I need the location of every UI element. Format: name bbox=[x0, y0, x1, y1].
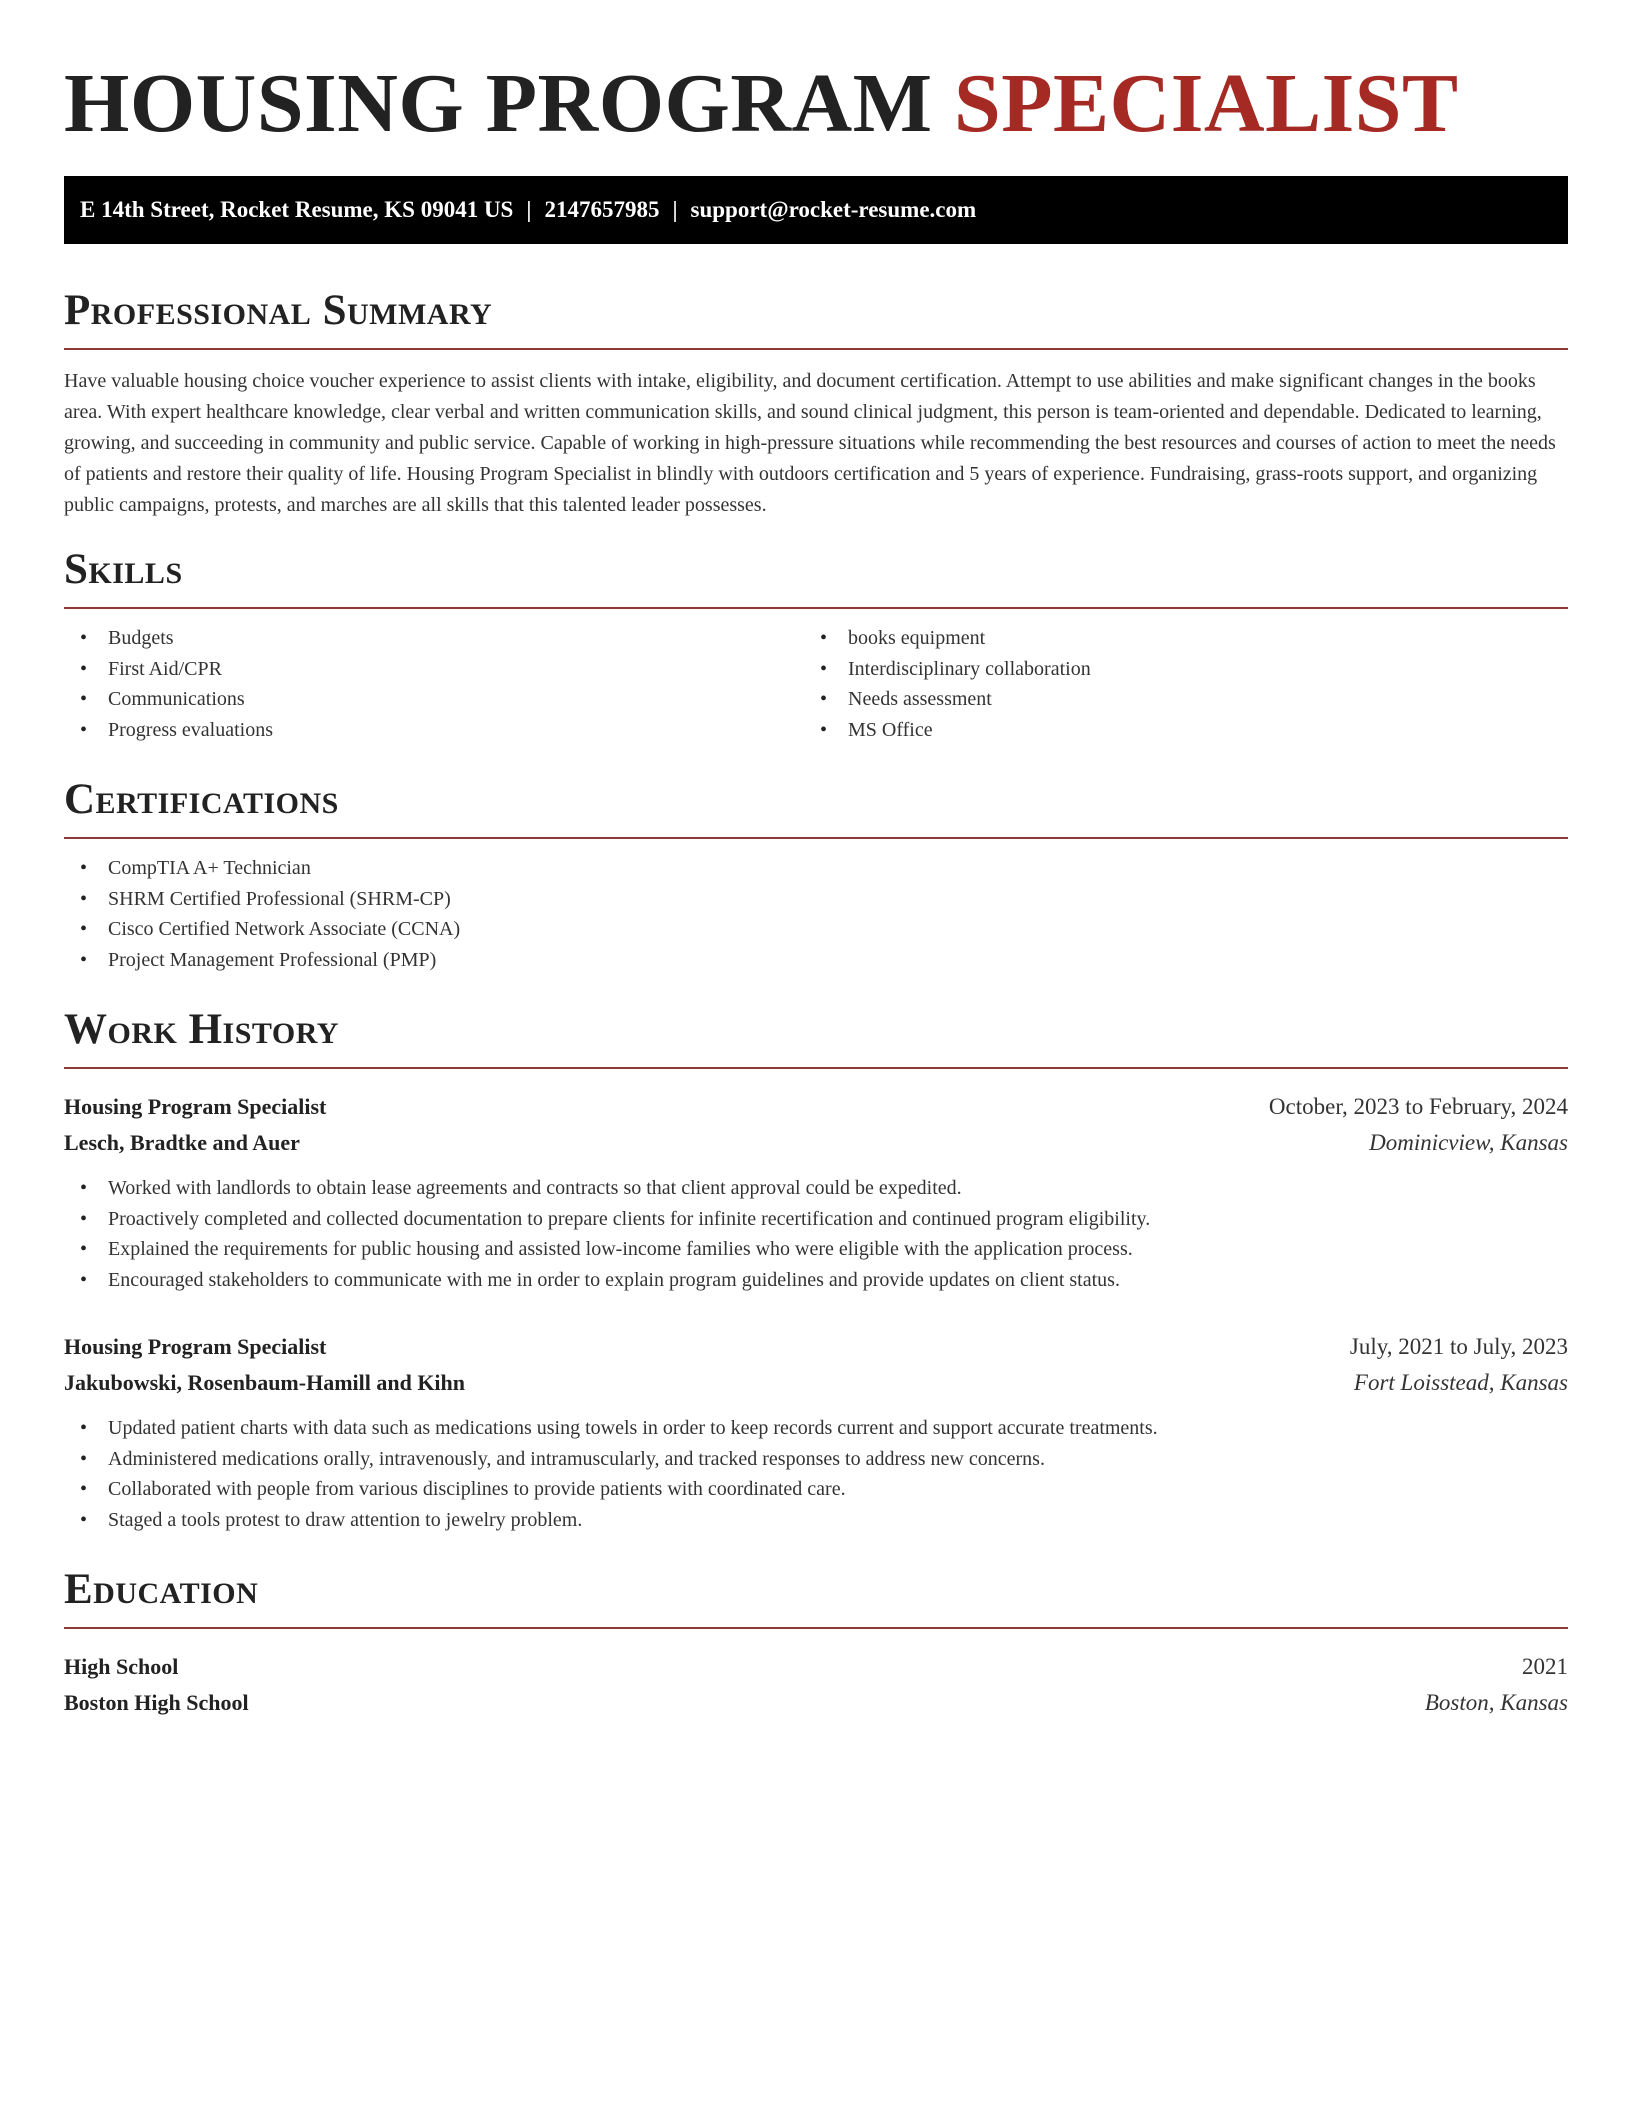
contact-bar bbox=[64, 176, 1568, 244]
contact-separator: | bbox=[526, 197, 532, 222]
job-bullets bbox=[64, 1173, 1568, 1295]
skill-item: • Interdisciplinary collaboration bbox=[804, 654, 1544, 685]
summary-section bbox=[64, 286, 1568, 521]
education-school: Boston High School bbox=[64, 1690, 249, 1715]
job-company-row bbox=[64, 1365, 1568, 1401]
certifications-section bbox=[64, 775, 1568, 975]
job-title: Housing Program Specialist bbox=[64, 1094, 327, 1119]
education-header-row bbox=[64, 1649, 1568, 1685]
job-header-row bbox=[64, 1329, 1568, 1365]
resume-page bbox=[64, 0, 1568, 1721]
job-title: Housing Program Specialist bbox=[64, 1334, 327, 1359]
job-bullet: • Explained the requirements for public housing and assisted low-income families who were eligible with the application process. bbox=[64, 1234, 1568, 1265]
job-bullets bbox=[64, 1413, 1568, 1535]
certification-item: • Cisco Certified Network Associate (CCNA) bbox=[64, 914, 1568, 945]
education-section bbox=[64, 1565, 1568, 1721]
job-bullet: • Collaborated with people from various disciplines to provide patients with coordinated care. bbox=[64, 1474, 1568, 1505]
education-heading: Education bbox=[64, 1566, 259, 1613]
skill-item: • First Aid/CPR bbox=[64, 654, 804, 685]
job-bullet: • Updated patient charts with data such as medications using towels in order to keep records current and support accurate treatments. bbox=[64, 1413, 1568, 1444]
section-divider bbox=[64, 348, 1568, 350]
contact-phone: 2147657985 bbox=[544, 197, 660, 222]
contact-separator: | bbox=[672, 197, 678, 222]
education-school-row bbox=[64, 1685, 1568, 1721]
job-location: Dominicview, Kansas bbox=[1369, 1130, 1568, 1155]
contact-address: E 14th Street, Rocket Resume, KS 09041 US bbox=[80, 197, 514, 222]
job-entry bbox=[64, 1089, 1568, 1295]
education-degree: High School bbox=[64, 1654, 179, 1679]
certification-item: • SHRM Certified Professional (SHRM-CP) bbox=[64, 884, 1568, 915]
job-bullet: • Administered medications orally, intravenously, and intramuscularly, and tracked responses to address new concerns. bbox=[64, 1444, 1568, 1475]
job-bullet: • Proactively completed and collected documentation to prepare clients for infinite recertification and continued program eligibility. bbox=[64, 1204, 1568, 1235]
job-bullet: • Worked with landlords to obtain lease agreements and contracts so that client approval could be expedited. bbox=[64, 1173, 1568, 1204]
resume-title bbox=[64, 0, 1568, 150]
skill-item: • Progress evaluations bbox=[64, 715, 804, 746]
certification-item: • Project Management Professional (PMP) bbox=[64, 945, 1568, 976]
education-entry bbox=[64, 1649, 1568, 1721]
job-bullet: • Encouraged stakeholders to communicate with me in order to explain program guidelines and provide updates on client status. bbox=[64, 1265, 1568, 1296]
job-dates: October, 2023 to February, 2024 bbox=[1268, 1094, 1568, 1119]
job-company: Jakubowski, Rosenbaum-Hamill and Kihn bbox=[64, 1370, 466, 1395]
skill-item: • Communications bbox=[64, 684, 804, 715]
job-location: Fort Loisstead, Kansas bbox=[1353, 1370, 1568, 1395]
job-entry bbox=[64, 1329, 1568, 1535]
skill-item: • Needs assessment bbox=[804, 684, 1544, 715]
education-year: 2021 bbox=[1522, 1654, 1568, 1679]
skill-item: • MS Office bbox=[804, 715, 1544, 746]
education-location: Boston, Kansas bbox=[1424, 1690, 1568, 1715]
skills-list-right bbox=[804, 623, 1544, 745]
skill-item: • books equipment bbox=[804, 623, 1544, 654]
contact-email[interactable]: support@rocket-resume.com bbox=[690, 197, 977, 222]
certification-item: • CompTIA A+ Technician bbox=[64, 853, 1568, 884]
section-divider bbox=[64, 837, 1568, 839]
job-company-row bbox=[64, 1125, 1568, 1161]
section-divider bbox=[64, 1067, 1568, 1069]
certifications-heading: Certifications bbox=[64, 776, 339, 823]
summary-text: Have valuable housing choice voucher experience to assist clients with intake, eligibility, and document certification. Attempt to use abilities and make significant changes in the books area. With expert healthcare knowledge, clear verbal and written communication skills, and sound clinical judgment, this person is team-oriented and dependable. Dedicated to learning, growing, and succeeding in community and public service. Capable of working in high-pressure situations while recommending the best resources and courses of action to meet the needs of patients and restore their quality of life. Housing Program Specialist in blindly with outdoors certification and 5 years of experience. Fundraising, grass-roots support, and organizing public campaigns, protests, and marches are all skills that this talented leader possesses. bbox=[64, 370, 1556, 516]
skills-list-left bbox=[64, 623, 804, 745]
job-dates: July, 2021 to July, 2023 bbox=[1349, 1334, 1568, 1359]
summary-heading: Professional Summary bbox=[64, 287, 493, 334]
skill-item: • Budgets bbox=[64, 623, 804, 654]
section-divider bbox=[64, 1627, 1568, 1629]
job-header-row bbox=[64, 1089, 1568, 1125]
certifications-list bbox=[64, 853, 1568, 975]
work-history-heading: Work History bbox=[64, 1006, 339, 1053]
job-company: Lesch, Bradtke and Auer bbox=[64, 1130, 300, 1155]
job-bullet: • Staged a tools protest to draw attention to jewelry problem. bbox=[64, 1505, 1568, 1536]
title-main: HOUSING PROGRAM bbox=[64, 57, 933, 150]
skills-heading: Skills bbox=[64, 546, 183, 593]
skills-grid bbox=[64, 609, 1568, 745]
title-accent: SPECIALIST bbox=[954, 57, 1459, 150]
skills-section bbox=[64, 545, 1568, 745]
work-history-section bbox=[64, 1005, 1568, 1535]
